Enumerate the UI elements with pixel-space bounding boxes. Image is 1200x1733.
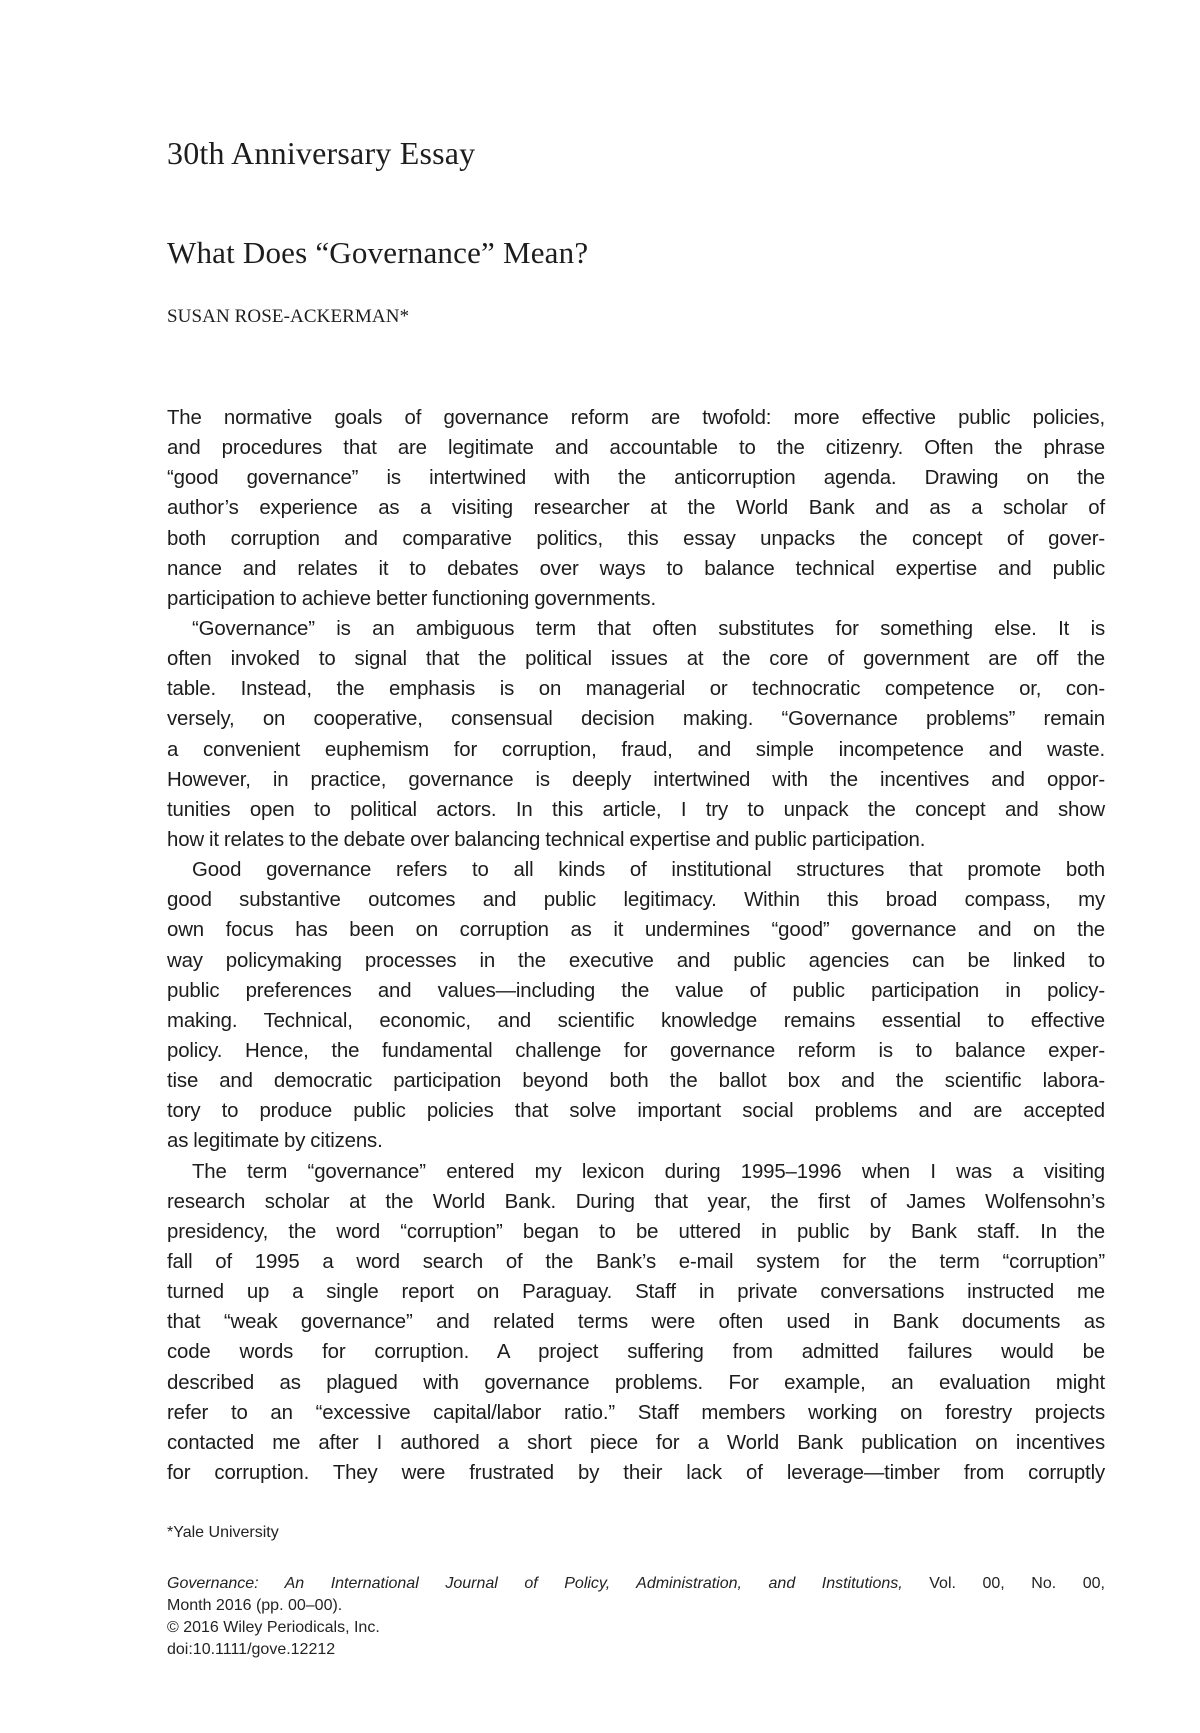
- text-line: participation to achieve better functioning governments.: [167, 587, 656, 610]
- text-line: author’s experience as a visiting researcher at the World Bank and as a scholar of: [167, 497, 1105, 520]
- text-line: described as plagued with governance problems. For example, an evaluation might: [167, 1371, 1105, 1394]
- author-name: SUSAN ROSE-ACKERMAN*: [167, 306, 410, 327]
- text-line: tunities open to political actors. In this article, I try to unpack the concept and show: [167, 798, 1105, 821]
- doi: doi:10.1111/gove.12212: [167, 1641, 336, 1658]
- text-line: that “weak governance” and related terms were often used in Bank documents as: [167, 1311, 1105, 1334]
- text-line: research scholar at the World Bank. During that year, the first of James Wolfensohn’s: [167, 1190, 1105, 1213]
- paragraph-3: [167, 855, 1105, 1156]
- text-line: tise and democratic participation beyond both the ballot box and the scientific labora-: [167, 1070, 1105, 1093]
- text-line: table. Instead, the emphasis is on managerial or technocratic competence or, con-: [167, 678, 1105, 701]
- text-line: public preferences and values—including the value of public participation in policy-: [167, 979, 1105, 1002]
- section-label: 30th Anniversary Essay: [167, 135, 476, 171]
- text-line: both corruption and comparative politics, this essay unpacks the concept of gover-: [167, 527, 1105, 550]
- text-line: policy. Hence, the fundamental challenge for governance reform is to balance exper-: [167, 1039, 1105, 1062]
- text-line: tory to produce public policies that solve important social problems and are accepted: [167, 1100, 1105, 1123]
- text-line: Good governance refers to all kinds of institutional structures that promote both: [192, 859, 1105, 882]
- text-line: “good governance” is intertwined with the anticorruption agenda. Drawing on the: [167, 467, 1105, 490]
- text-line: presidency, the word “corruption” began to be uttered in public by Bank staff. In the: [167, 1220, 1105, 1243]
- text-line: own focus has been on corruption as it undermines “good” governance and on the: [167, 919, 1105, 942]
- text-line: nance and relates it to debates over ways to balance technical expertise and public: [167, 557, 1105, 580]
- text-line: often invoked to signal that the political issues at the core of government are off the: [167, 648, 1105, 671]
- journal-name: Governance: An International Journal of Policy, Administration, and Institutions,: [167, 1575, 903, 1592]
- article-title: What Does “Governance” Mean?: [167, 235, 589, 270]
- text-line: However, in practice, governance is deeply intertwined with the incentives and oppor-: [167, 768, 1105, 791]
- citation-line-journal: [167, 1573, 1105, 1595]
- volume-issue: Vol. 00, No. 00,: [902, 1575, 1105, 1592]
- text-line: versely, on cooperative, consensual decision making. “Governance problems” remain: [167, 708, 1105, 731]
- author-affiliation-footnote: *Yale University: [167, 1524, 279, 1541]
- journal-citation: [167, 1573, 1105, 1661]
- citation-date-pages: Month 2016 (pp. 00–00).: [167, 1597, 343, 1614]
- text-line: a convenient euphemism for corruption, fraud, and simple incompetence and waste.: [167, 738, 1105, 761]
- text-line: good substantive outcomes and public legitimacy. Within this broad compass, my: [167, 889, 1105, 912]
- paragraph-abstract: [167, 403, 1105, 614]
- text-line: “Governance” is an ambiguous term that often substitutes for something else. It is: [192, 617, 1105, 640]
- text-line: The normative goals of governance reform are twofold: more effective public policies,: [167, 407, 1105, 429]
- text-line: and procedures that are legitimate and accountable to the citizenry. Often the phrase: [167, 437, 1105, 460]
- text-line: for corruption. They were frustrated by their lack of leverage—timber from corruptly: [167, 1461, 1105, 1484]
- text-line: The term “governance” entered my lexicon during 1995–1996 when I was a visiting: [192, 1160, 1105, 1183]
- paragraph-2: [167, 614, 1105, 855]
- text-line: way policymaking processes in the executive and public agencies can be linked to: [167, 949, 1105, 972]
- text-line: turned up a single report on Paraguay. Staff in private conversations instructed me: [167, 1281, 1105, 1304]
- paragraph-4: [167, 1157, 1105, 1489]
- text-line: contacted me after I authored a short piece for a World Bank publication on incentives: [167, 1431, 1105, 1454]
- text-line: refer to an “excessive capital/labor ratio.” Staff members working on forestry projects: [167, 1401, 1105, 1424]
- text-line: as legitimate by citizens.: [167, 1130, 383, 1153]
- text-line: fall of 1995 a word search of the Bank’s e-mail system for the term “corruption”: [167, 1250, 1105, 1273]
- copyright-notice: © 2016 Wiley Periodicals, Inc.: [167, 1619, 380, 1636]
- article-body: [167, 403, 1105, 1488]
- text-line: code words for corruption. A project suffering from admitted failures would be: [167, 1341, 1105, 1364]
- text-line: making. Technical, economic, and scientific knowledge remains essential to effective: [167, 1009, 1105, 1032]
- text-line: how it relates to the debate over balancing technical expertise and public participation.: [167, 828, 926, 851]
